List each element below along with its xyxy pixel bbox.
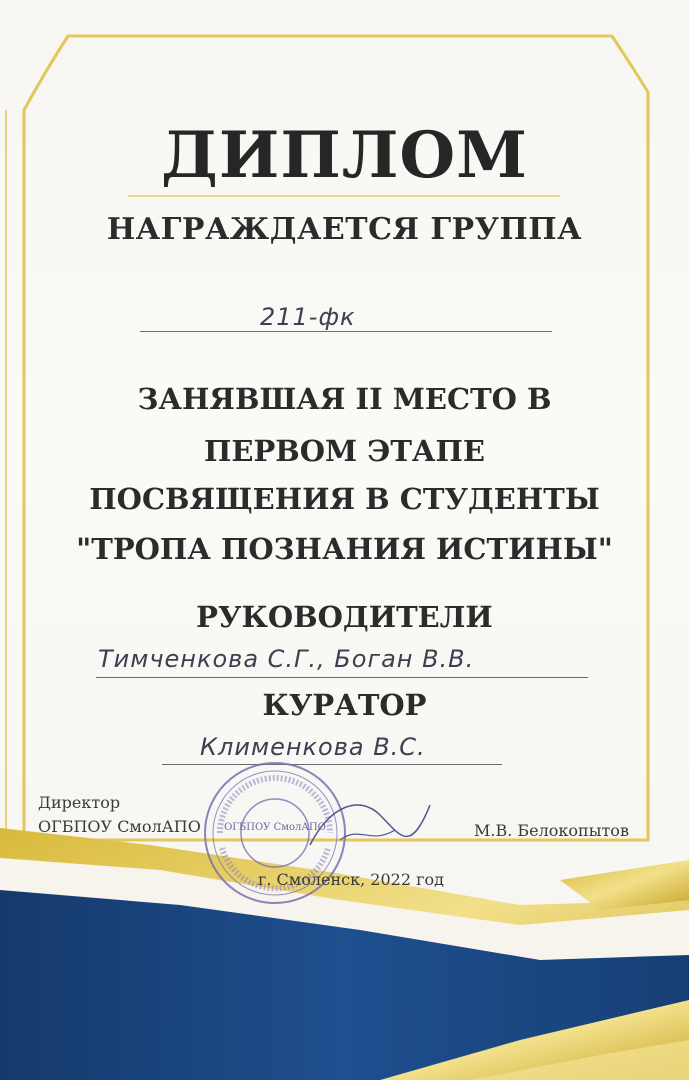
diploma-subtitle: НАГРАЖДАЕТСЯ ГРУППА [106,212,583,247]
leaders-handwritten: Тимченкова С.Г., Боган В.В. [98,645,475,673]
seal-text: ОГБПОУ СмолАПО [224,822,326,833]
body-line: "ТРОПА ПОЗНАНИЯ ИСТИНЫ" [76,532,613,566]
body-line: ЗАНЯВШАЯ II МЕСТО В [137,382,552,416]
city-year: г. Смоленск, 2022 год [258,870,444,889]
director-name: М.В. Белокопытов [474,821,629,840]
body-line: ПОСВЯЩЕНИЯ В СТУДЕНТЫ [89,482,600,516]
leaders-underline [96,677,588,678]
group-underline [140,331,552,332]
leaders-heading: РУКОВОДИТЕЛИ [196,600,493,634]
group-handwritten: 211-фк [260,303,356,331]
curator-heading: КУРАТОР [262,688,427,722]
director-signature [300,785,440,865]
diploma-title: ДИПЛОМ [161,118,528,193]
body-line: ПЕРВОМ ЭТАПЕ [203,434,486,468]
director-organization: ОГБПОУ СмолАПО [38,817,201,836]
director-label: Директор [38,793,121,812]
curator-handwritten: Клименкова В.С. [200,733,426,761]
